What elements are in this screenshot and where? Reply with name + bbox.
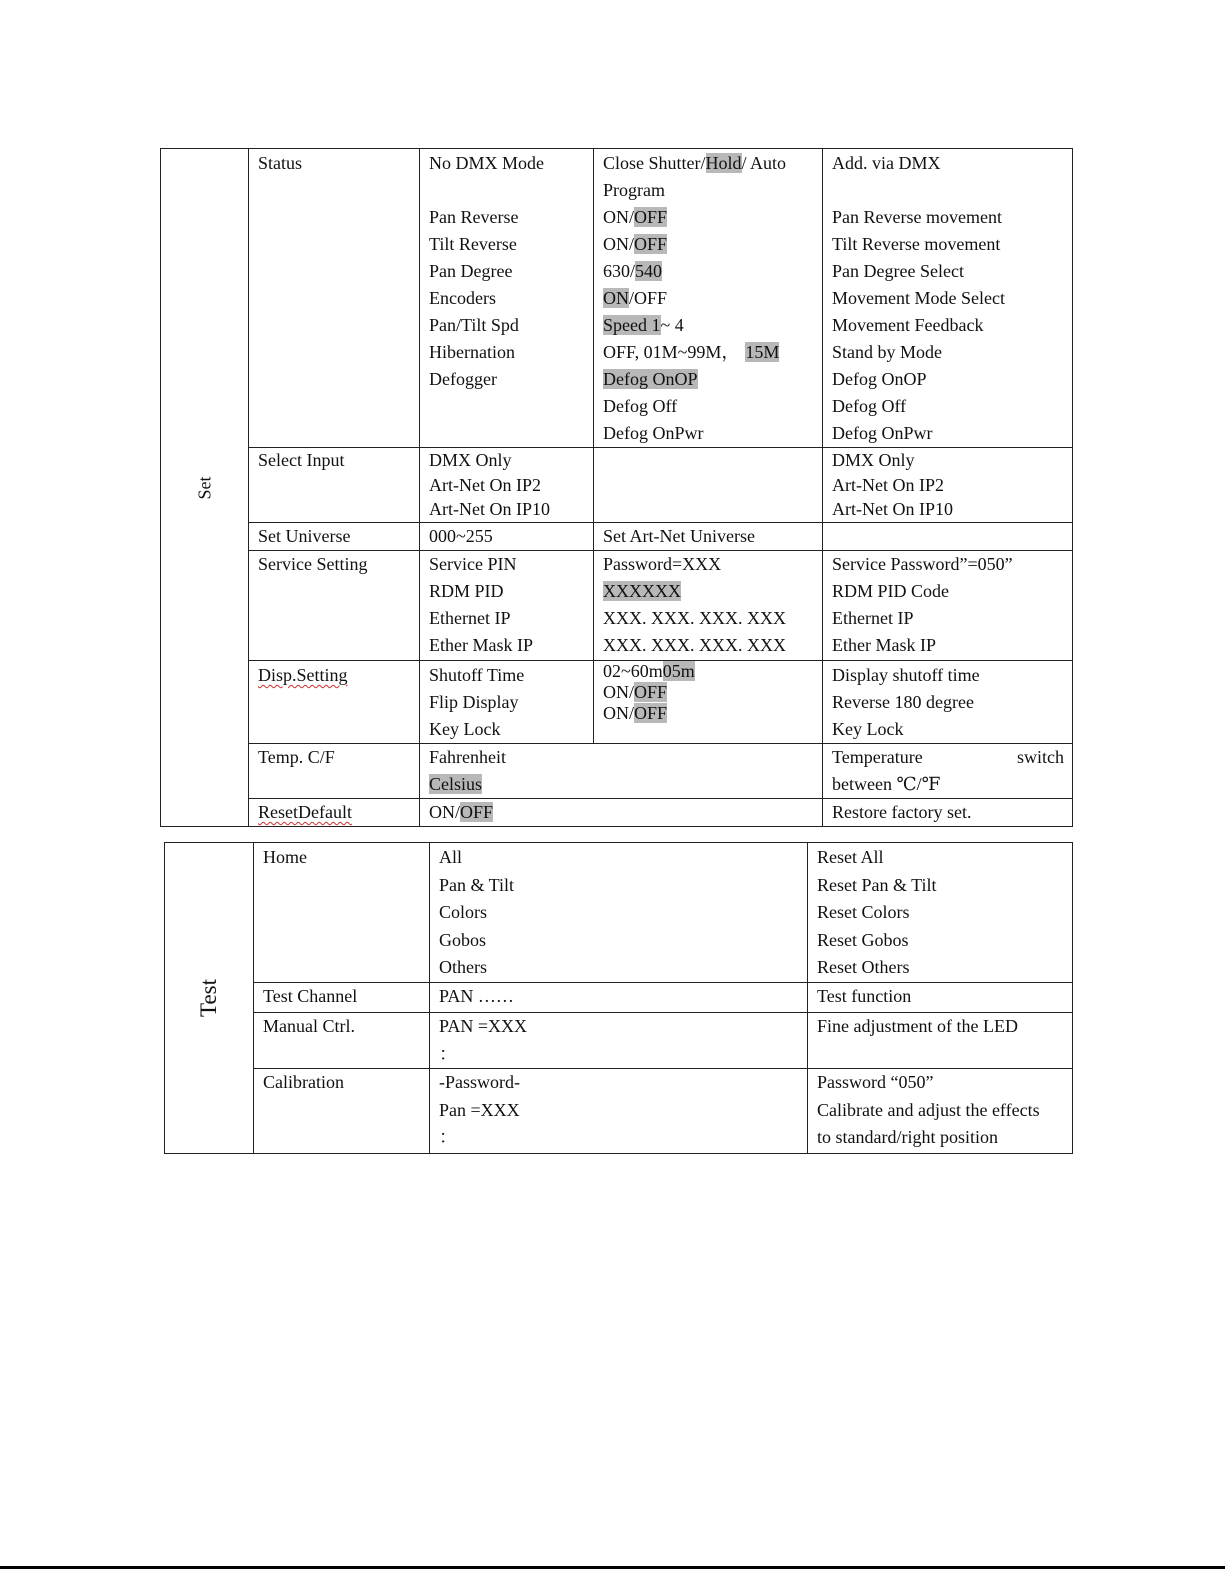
desc-cell [823,799,1073,827]
items-cell [430,983,808,1013]
desc-line: Service Password”=050” [832,554,1013,574]
desc-cell [823,149,1073,448]
desc-cell [823,523,1073,551]
selected-value: OFF [634,703,668,723]
desc-cell [823,744,1073,799]
desc-line: Reset Pan & Tilt [817,874,937,895]
desc-line: Reverse 180 degree [832,692,974,712]
list-item: Colors [439,902,488,922]
row-label: Temp. C/F [258,747,335,767]
row-label-cell [249,523,420,551]
desc-line: Key Lock [832,719,904,739]
desc-line: Art-Net On IP2 [832,474,944,495]
table-row [161,551,1073,661]
selected-value: Speed 1 [603,315,661,335]
value-text: / Auto [741,153,787,173]
list-item: Defogger [429,369,497,389]
list-item: Pan =XXX [439,1099,520,1120]
row-label-cell [254,1069,430,1154]
desc-cell [823,448,1073,523]
page-bottom-rule [0,1566,1225,1569]
value-line [594,578,822,605]
items-cell [430,1069,808,1154]
selected-value: Celsius [429,774,483,794]
selected-value: ON [603,288,629,308]
table-row [165,983,1073,1013]
list-item: Encoders [429,288,496,308]
selected-value: OFF [634,234,668,254]
items-cell [420,149,594,448]
desc-line: Defog OnPwr [832,423,933,443]
value-line [594,285,822,312]
table-row [161,744,1073,799]
table-row [165,1069,1073,1154]
desc-line: Reset All [817,847,884,867]
value-line [420,799,822,826]
row-label-cell [254,1013,430,1069]
test-table [164,842,1073,1154]
row-label: Disp.Setting [258,665,348,685]
desc-line: Ethernet IP [832,608,914,628]
selected-value: 05m [662,661,695,681]
value-line: XXX. XXX. XXX. XXX [603,608,786,628]
list-item: Art-Net On IP2 [429,474,541,495]
value-text: ON/ [603,234,634,254]
list-item [420,771,822,798]
list-item: Service PIN [429,554,517,574]
section-title-test: Test [196,979,221,1017]
desc-line [823,744,1072,771]
list-item: PAN =XXX [439,1016,528,1036]
list-item: ： [439,1043,457,1064]
value-text: /OFF [629,288,668,308]
list-item: Pan/Tilt Spd [429,315,519,335]
set-table [160,148,1073,827]
items-cell [420,448,594,523]
value-line: XXX. XXX. XXX. XXX [603,635,786,655]
table-row [161,661,1073,744]
list-item: Pan Reverse [429,207,519,227]
desc-line: between ℃/℉ [832,774,941,794]
list-item: ： [439,1127,457,1147]
value-line [594,661,822,682]
list-item [420,177,593,204]
desc-line: RDM PID Code [832,581,950,601]
list-item: Others [439,957,487,977]
table-row [165,843,1073,983]
list-item: All [439,847,463,867]
desc-line: Movement Feedback [832,315,984,335]
value-line: Defog Off [603,396,678,416]
desc-line: Reset Colors [817,902,910,922]
list-item: Tilt Reverse [429,234,517,254]
desc-line: Add. via DMX [832,153,941,173]
desc-line: Defog OnOP [832,369,927,389]
desc-line: to standard/right position [817,1127,998,1147]
items-cell [420,523,594,551]
selected-value: 540 [635,261,663,281]
desc-cell [808,843,1073,983]
set-section-cell [161,149,249,827]
row-label-cell [249,149,420,448]
value-text: ON/ [429,802,460,822]
row-label: Test Channel [263,986,358,1006]
items-cell [430,843,808,983]
desc-line: Ether Mask IP [832,635,936,655]
selected-value: OFF [460,802,494,822]
value-line [594,339,822,366]
section-title-set: Set [194,475,214,500]
value-text: 02~60m [603,661,663,681]
value-line: Defog OnPwr [603,423,704,443]
row-label-cell [249,799,420,827]
desc-line: Fine adjustment of the LED [817,1016,1018,1036]
row-label: Calibration [263,1072,344,1092]
value-line: Password=XXX [603,554,722,574]
table-row [161,448,1073,523]
desc-cell [808,1013,1073,1069]
row-label: ResetDefault [258,802,352,822]
row-label: Home [263,847,307,867]
list-item: RDM PID [429,581,504,601]
desc-line: Test function [817,986,912,1006]
table-row [161,523,1073,551]
selected-value: XXXXXX [603,581,681,601]
items-cell [420,661,594,744]
values-cell [594,448,823,523]
items-cell [430,1013,808,1069]
value-text: OFF, 01M~99M， [603,342,740,362]
desc-line: Reset Gobos [817,929,909,950]
desc-text: switch [1017,747,1064,767]
row-label-cell [249,551,420,661]
desc-line: Password “050” [817,1072,934,1092]
value-line [594,258,822,285]
values-cell [594,551,823,661]
list-item: Gobos [439,929,487,950]
selected-value: OFF [634,682,668,702]
list-item: Ethernet IP [429,608,511,628]
value-line [594,204,822,231]
value-line [594,231,822,258]
desc-line: Pan Reverse movement [832,207,1002,227]
value-line [594,312,822,339]
desc-line: Reset Others [817,957,910,977]
desc-cell [823,661,1073,744]
value-line [594,703,822,724]
table-row [161,149,1073,448]
table-row [161,799,1073,827]
desc-line: Tilt Reverse movement [832,234,1001,254]
items-cell [420,799,823,827]
desc-cell [823,551,1073,661]
row-label: Manual Ctrl. [263,1016,355,1036]
values-cell [594,523,823,551]
list-item: 000~255 [429,526,493,546]
value-line [594,150,822,177]
row-label-cell [254,843,430,983]
list-item: Pan & Tilt [439,874,515,895]
row-label: Select Input [258,450,345,470]
list-item: No DMX Mode [429,153,544,173]
list-item: Fahrenheit [429,747,506,767]
value-text: ~ 4 [660,315,684,335]
value-line [594,366,822,393]
list-item: Key Lock [429,719,501,739]
list-item: Pan Degree [429,261,513,281]
test-section-cell [165,843,254,1154]
list-item: PAN …… [439,986,514,1006]
selected-value: Defog OnOP [603,369,698,389]
desc-line [823,177,1072,204]
list-item: -Password- [439,1072,520,1092]
selected-value: Hold [705,153,742,173]
row-label: Status [258,153,303,173]
value-text: 630/ [603,261,636,281]
desc-line: Display shutoff time [832,665,980,685]
desc-cell [808,1069,1073,1154]
row-label-cell [249,448,420,523]
desc-line: Calibrate and adjust the effects [817,1099,1040,1120]
value-line: Program [603,180,665,200]
value-text: ON/ [603,703,634,723]
row-label-cell [249,661,420,744]
value-line [594,682,822,703]
values-cell [594,149,823,448]
value-text: ON/ [603,682,634,702]
desc-line: Art-Net On IP10 [832,499,953,519]
selected-value: OFF [634,207,668,227]
desc-cell [808,983,1073,1013]
row-label: Service Setting [258,554,368,574]
list-item: DMX Only [429,450,512,470]
desc-line: Movement Mode Select [832,288,1005,308]
row-label-cell [254,983,430,1013]
values-cell [594,661,823,744]
desc-line: Restore factory set. [832,802,972,822]
value-text: ON/ [603,207,634,227]
list-item: Ether Mask IP [429,635,533,655]
desc-text: Temperature [832,747,923,767]
desc-line: Defog Off [832,396,907,416]
value-text: Close Shutter/ [603,153,706,173]
list-item: Shutoff Time [429,665,525,685]
items-cell [420,744,823,799]
desc-line: DMX Only [832,450,915,470]
table-row [165,1013,1073,1069]
desc-line: Pan Degree Select [832,261,964,281]
value-line: Set Art-Net Universe [603,526,755,546]
selected-value: 15M [745,342,780,362]
row-label-cell [249,744,420,799]
list-item: Hibernation [429,342,515,362]
desc-line: Stand by Mode [832,342,942,362]
list-item: Art-Net On IP10 [429,499,550,519]
list-item: Flip Display [429,692,519,712]
row-label: Set Universe [258,526,351,546]
items-cell [420,551,594,661]
